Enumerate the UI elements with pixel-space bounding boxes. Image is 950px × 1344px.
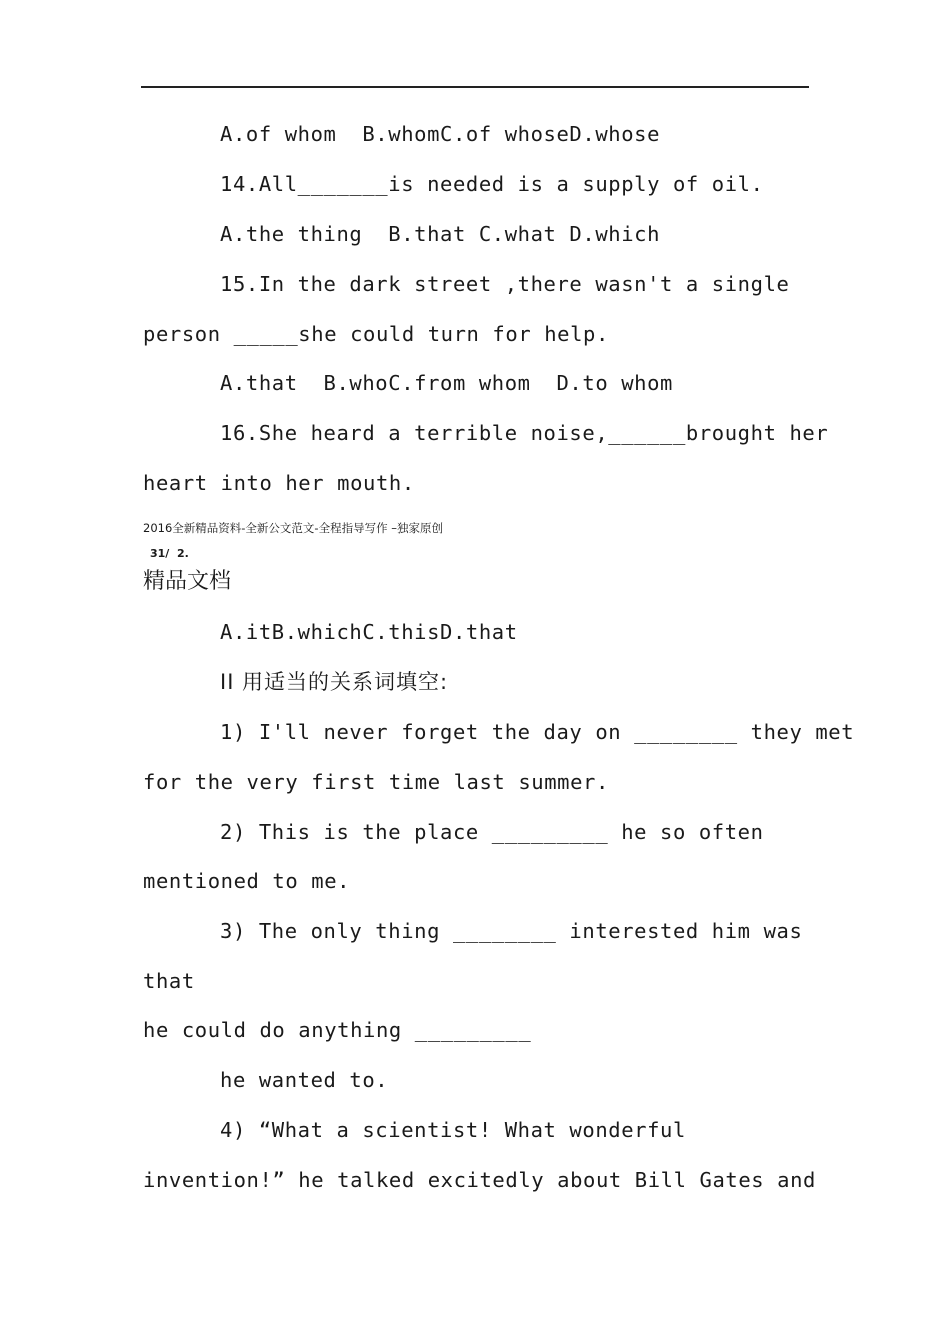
question-14: 14.All_______is needed is a supply of oil. [220, 172, 764, 196]
q14-options: A.the thing B.that C.what D.which [220, 222, 661, 246]
section-2-title: II 用适当的关系词填空: [220, 670, 449, 694]
fill-2-line2: mentioned to me. [143, 869, 351, 893]
fill-4-line2: invention!” he talked excitedly about Bill Gates and [143, 1168, 816, 1192]
question-15-line1: 15.In the dark street ,there wasn't a single [220, 272, 790, 296]
fill-3-line1: 3) The only thing ________ interested him was [220, 919, 803, 943]
q15-options: A.that B.whoC.from whom D.to whom [220, 371, 673, 395]
top-rule [141, 86, 809, 88]
question-15-line2: person _____she could turn for help. [143, 322, 609, 346]
q16-options: A.itB.whichC.thisD.that [220, 620, 518, 644]
question-16-line2: heart into her mouth. [143, 471, 415, 495]
q13-options: A.of whom B.whomC.of whoseD.whose [220, 122, 661, 146]
page-number: 31/ 2. [150, 547, 189, 560]
fill-3-line4: he wanted to. [220, 1068, 389, 1092]
fill-2-line1: 2) This is the place _________ he so often [220, 820, 764, 844]
fill-3-line2: that [143, 969, 195, 993]
fill-1-line1: 1) I'll never forget the day on ________ they met [220, 720, 855, 744]
fill-4-line1: 4) “What a scientist! What wonderful [220, 1118, 686, 1142]
page-header: 精品文档 [143, 569, 232, 594]
page-footer-source: 2016全新精品资料-全新公文范文-全程指导写作 –独家原创 [143, 521, 443, 535]
fill-3-line3: he could do anything _________ [143, 1018, 532, 1042]
question-16-line1: 16.She heard a terrible noise,______brought her [220, 421, 829, 445]
fill-1-line2: for the very first time last summer. [143, 770, 609, 794]
